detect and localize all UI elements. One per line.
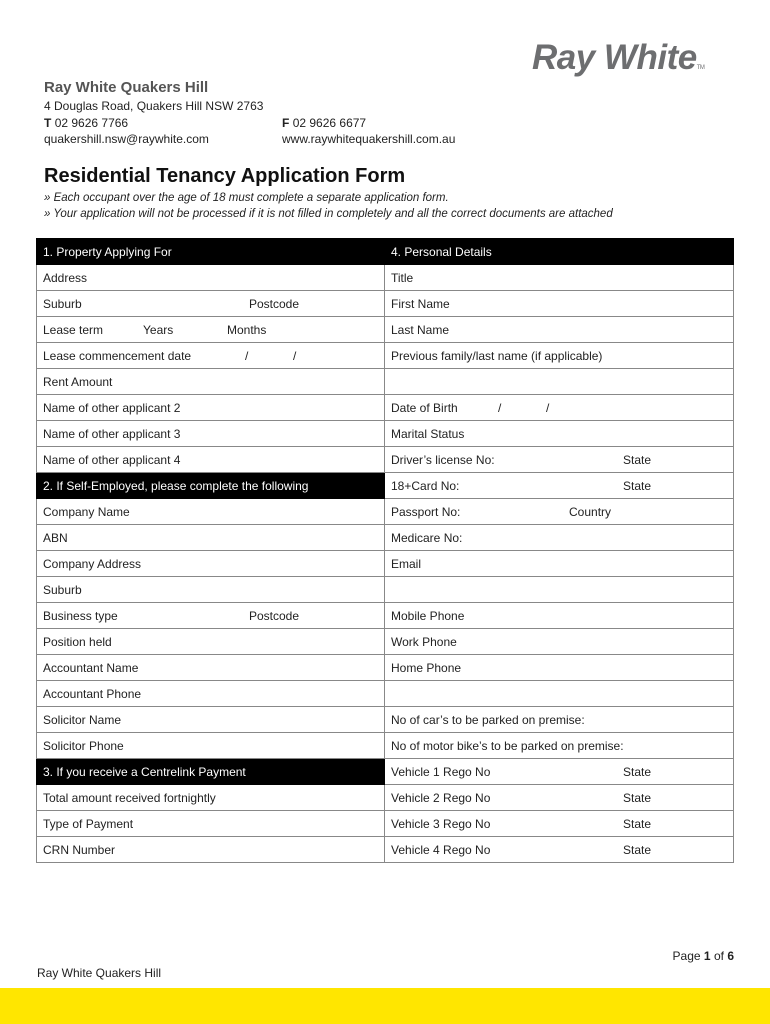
form-field[interactable] xyxy=(385,551,734,577)
application-form-table xyxy=(36,238,734,863)
form-field[interactable] xyxy=(385,317,734,343)
section-header xyxy=(37,473,385,499)
field-label: Mobile Phone xyxy=(391,608,465,623)
form-row xyxy=(37,577,734,603)
form-field[interactable] xyxy=(37,707,385,733)
field-label: Vehicle 1 Rego No xyxy=(391,764,491,779)
field-label: Date of Birth xyxy=(391,400,458,415)
form-field[interactable] xyxy=(385,655,734,681)
field-sublabel: Country xyxy=(569,504,612,519)
form-field[interactable] xyxy=(385,291,734,317)
field-label: No of car’s to be parked on premise: xyxy=(391,712,585,727)
form-field[interactable] xyxy=(37,837,385,863)
field-label: Address xyxy=(43,270,88,285)
form-field[interactable] xyxy=(385,447,734,473)
form-field[interactable] xyxy=(37,785,385,811)
form-row xyxy=(37,421,734,447)
form-field[interactable] xyxy=(385,369,734,395)
form-row xyxy=(37,551,734,577)
form-field[interactable] xyxy=(385,707,734,733)
form-row xyxy=(37,733,734,759)
section-header xyxy=(385,239,734,265)
field-sublabel: State xyxy=(623,842,652,857)
form-row xyxy=(37,499,734,525)
office-address: 4 Douglas Road, Quakers Hill NSW 2763 xyxy=(44,99,264,113)
form-field[interactable] xyxy=(385,603,734,629)
form-field[interactable] xyxy=(385,681,734,707)
office-name: Ray White Quakers Hill xyxy=(44,79,209,96)
field-label: ABN xyxy=(43,530,68,545)
field-label: Name of other applicant 4 xyxy=(43,452,181,467)
field-label: 2. If Self-Employed, please complete the following xyxy=(43,478,309,493)
form-field[interactable] xyxy=(37,447,385,473)
section-header xyxy=(37,759,385,785)
field-label: Position held xyxy=(43,634,112,649)
field-label: Marital Status xyxy=(391,426,465,441)
form-row xyxy=(37,369,734,395)
field-label: Suburb xyxy=(43,296,82,311)
form-field[interactable] xyxy=(37,395,385,421)
field-label: 18+Card No: xyxy=(391,478,460,493)
form-field[interactable] xyxy=(37,265,385,291)
form-field[interactable] xyxy=(385,265,734,291)
form-row xyxy=(37,525,734,551)
form-field[interactable] xyxy=(385,343,734,369)
office-email: quakershill.nsw@raywhite.com xyxy=(44,132,209,146)
field-label: Title xyxy=(391,270,414,285)
field-label: Email xyxy=(391,556,422,571)
form-row xyxy=(37,837,734,863)
form-field[interactable] xyxy=(37,629,385,655)
field-label: Lease term xyxy=(43,322,104,337)
brand-footer-bar xyxy=(0,988,770,1024)
field-sublabel: / xyxy=(498,400,502,415)
form-field[interactable] xyxy=(385,785,734,811)
form-note-2: » Your application will not be processed if it is not filled in completely and all the correct documents are attached xyxy=(44,208,613,220)
field-label: Vehicle 4 Rego No xyxy=(391,842,491,857)
field-label: Business type xyxy=(43,608,118,623)
field-label: CRN Number xyxy=(43,842,116,857)
field-label: Vehicle 3 Rego No xyxy=(391,816,491,831)
form-row xyxy=(37,707,734,733)
field-sublabel: State xyxy=(623,764,652,779)
form-field[interactable] xyxy=(37,655,385,681)
footer-office-name: Ray White Quakers Hill xyxy=(37,966,162,980)
field-label: Company Address xyxy=(43,556,142,571)
field-label: Previous family/last name (if applicable) xyxy=(391,348,603,363)
field-label: Company Name xyxy=(43,504,130,519)
form-row xyxy=(37,811,734,837)
field-label: Type of Payment xyxy=(43,816,134,831)
field-sublabel: / xyxy=(293,348,297,363)
form-row xyxy=(37,655,734,681)
field-label: Passport No: xyxy=(391,504,461,519)
field-label: Accountant Name xyxy=(43,660,139,675)
field-label: Home Phone xyxy=(391,660,462,675)
form-row xyxy=(37,291,734,317)
field-sublabel: / xyxy=(546,400,550,415)
form-row xyxy=(37,473,734,499)
field-label: No of motor bike’s to be parked on premise: xyxy=(391,738,624,753)
field-sublabel: State xyxy=(623,452,652,467)
form-row xyxy=(37,603,734,629)
field-label: Medicare No: xyxy=(391,530,463,545)
field-sublabel: State xyxy=(623,790,652,805)
field-sublabel: State xyxy=(623,478,652,493)
field-label: Name of other applicant 3 xyxy=(43,426,181,441)
form-title: Residential Tenancy Application Form xyxy=(44,165,406,187)
form-row xyxy=(37,317,734,343)
form-row xyxy=(37,265,734,291)
form-field[interactable] xyxy=(37,681,385,707)
form-field[interactable] xyxy=(385,421,734,447)
form-field[interactable] xyxy=(37,733,385,759)
form-field[interactable] xyxy=(385,525,734,551)
form-note-1: » Each occupant over the age of 18 must complete a separate application form. xyxy=(44,192,449,204)
field-label: 4. Personal Details xyxy=(391,244,492,259)
form-field[interactable] xyxy=(37,811,385,837)
page-number: Page 1 of 6 xyxy=(672,949,734,963)
form-field[interactable] xyxy=(385,837,734,863)
form-row xyxy=(37,239,734,265)
office-website: www.raywhitequakershill.com.au xyxy=(282,132,456,146)
form-field[interactable] xyxy=(385,759,734,785)
field-sublabel: / xyxy=(245,348,249,363)
form-field[interactable] xyxy=(385,499,734,525)
form-field[interactable] xyxy=(37,577,385,603)
field-label: Work Phone xyxy=(391,634,457,649)
form-row xyxy=(37,343,734,369)
field-label: Lease commencement date xyxy=(43,348,192,363)
form-field[interactable] xyxy=(385,577,734,603)
form-field[interactable] xyxy=(37,421,385,447)
field-sublabel: State xyxy=(623,816,652,831)
field-label: Total amount received fortnightly xyxy=(43,790,216,805)
form-field[interactable] xyxy=(37,499,385,525)
field-label: Rent Amount xyxy=(43,374,113,389)
form-row xyxy=(37,629,734,655)
form-field[interactable] xyxy=(37,343,385,369)
form-field[interactable] xyxy=(37,369,385,395)
field-sublabel: Months xyxy=(227,322,267,337)
field-label: Name of other applicant 2 xyxy=(43,400,181,415)
field-sublabel: Postcode xyxy=(249,608,300,623)
form-field[interactable] xyxy=(385,395,734,421)
form-row xyxy=(37,447,734,473)
field-sublabel: Years xyxy=(143,322,174,337)
ray-white-logo: Ray WhiteTM xyxy=(532,38,705,77)
field-label: 1. Property Applying For xyxy=(43,244,172,259)
field-label: 3. If you receive a Centrelink Payment xyxy=(43,764,246,779)
field-sublabel: Postcode xyxy=(249,296,300,311)
office-fax: F 02 9626 6677 xyxy=(282,116,367,130)
form-row xyxy=(37,681,734,707)
form-row xyxy=(37,395,734,421)
form-field[interactable] xyxy=(385,733,734,759)
field-label: Last Name xyxy=(391,322,450,337)
form-field[interactable] xyxy=(37,317,385,343)
form-row xyxy=(37,759,734,785)
form-field[interactable] xyxy=(37,291,385,317)
form-field[interactable] xyxy=(37,551,385,577)
form-field[interactable] xyxy=(385,473,734,499)
field-label: Accountant Phone xyxy=(43,686,142,701)
field-label: Solicitor Name xyxy=(43,712,122,727)
form-field[interactable] xyxy=(37,603,385,629)
field-label: First Name xyxy=(391,296,450,311)
field-label: Vehicle 2 Rego No xyxy=(391,790,491,805)
field-label: Suburb xyxy=(43,582,82,597)
form-field[interactable] xyxy=(385,629,734,655)
section-header xyxy=(37,239,385,265)
form-field[interactable] xyxy=(385,811,734,837)
office-phone: T 02 9626 7766 xyxy=(44,116,129,130)
form-field[interactable] xyxy=(37,525,385,551)
field-label: Solicitor Phone xyxy=(43,738,124,753)
field-label: Driver’s license No: xyxy=(391,452,495,467)
form-row xyxy=(37,785,734,811)
